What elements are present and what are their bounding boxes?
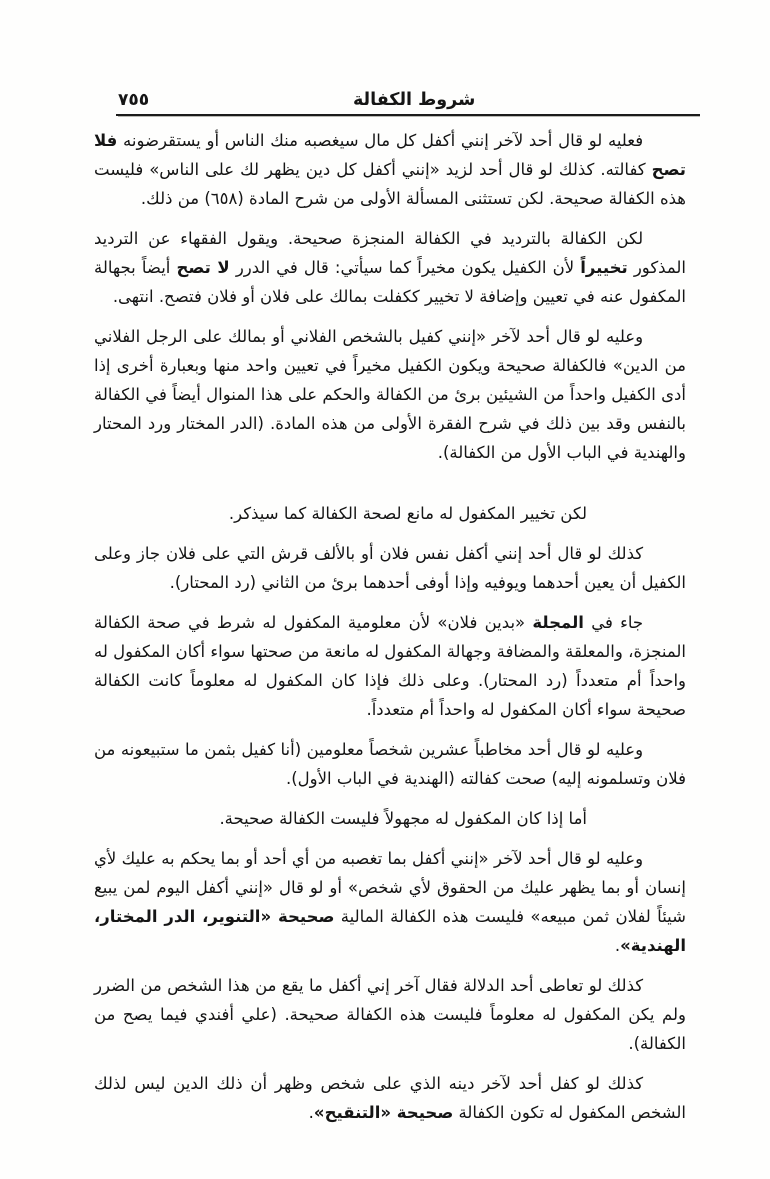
emphasis-text: تخييراً (580, 258, 628, 277)
paragraph (94, 804, 686, 833)
paragraph-text: كذلك لو قال أحد إنني أكفل نفس فلان أو بالألف قرش التي على فلان جاز وعلى الكفيل أن يعين أحدهما ويوفيه وإذا أوفى أحدهما برئ من الثاني (رد المحتار). (94, 544, 686, 592)
paragraph-text: لكن الكفالة بالترديد في الكفالة المنجزة صحيحة. ويقول الفقهاء عن الترديد المذكور (94, 229, 686, 277)
paragraph-text: . (308, 1103, 314, 1122)
paragraph (94, 844, 686, 960)
paragraph-text: فعليه لو قال أحد لآخر إنني أكفل كل مال سيغصبه منك الناس أو يستقرضونه (117, 131, 644, 150)
paragraph-text: لكن تخيير المكفول له مانع لصحة الكفالة كما سيذكر. (228, 504, 587, 523)
emphasis-text: فلا تصح (94, 131, 686, 179)
paragraph (94, 126, 686, 213)
paragraph-text: كذلك لو كفل أحد لآخر دينه الذي على شخص وظهر أن ذلك الدين ليس لذلك الشخص المكفول له تكون الكفالة (94, 1074, 686, 1122)
emphasis-text: صحيحة «التنوير، الدر المختار، الهندية» (94, 907, 686, 955)
paragraph (94, 224, 686, 311)
emphasis-text: لا تصح (176, 258, 230, 277)
paragraph (94, 499, 686, 528)
paragraph (94, 735, 686, 793)
paragraph-text: لأن الكفيل يكون مخيراً كما سيأتي: قال في الدرر (229, 258, 581, 277)
paragraph (94, 539, 686, 597)
paragraph (94, 1069, 686, 1127)
paragraph-text: كذلك لو تعاطى أحد الدلالة فقال آخر إني أكفل ما يقع من هذا الشخص من الضرر ولم يكن المكفول له معلوماً فليست هذه الكفالة صحيحة. (علي أفندي فيما يصح من الكفالة). (94, 976, 686, 1053)
paragraph-text: أيضاً بجهالة المكفول عنه في تعيين وإضافة لا تخيير ككفلت بمالك على فلان أو فلان فتصح. انتهى. (94, 258, 686, 306)
page-header (116, 88, 700, 116)
paragraph-text: وعليه لو قال أحد لآخر «إنني كفيل بالشخص الفلاني أو بمالك على الرجل الفلاني من الدين» فالكفالة صحيحة ويكون الكفيل مخيراً في تعيين واحد منها وبعبارة أخرى إذا أدى الكفيل واحداً من الشيئين برئ من الكفالة والحكم على هذا المنوال أيضاً في الكفالة بالنفس وقد بين ذلك في شرح الفقرة الأولى من هذه المادة. (الدر المختار ورد المحتار والهندية في الباب الأول من الكفالة). (94, 327, 686, 462)
paragraph-text: وعليه لو قال أحد مخاطباً عشرين شخصاً معلومين (أنا كفيل بثمن ما ستبيعونه من فلان وتسلمونه إليه) صحت كفالته (الهندية في الباب الأول). (94, 740, 686, 788)
paragraph-text: جاء في (583, 613, 644, 632)
paragraph-text: وعليه لو قال أحد لآخر «إنني أكفل بما تغصبه من أي أحد أو بما يحكم به عليك لأي إنسان أو بما يظهر عليك من الحقوق لأي شخص» أو لو قال «إنني أكفل اليوم لمن يبيع شيئاً لفلان ثمن مبيعه» فليست هذه الكفالة المالية (94, 849, 686, 926)
paragraph (94, 971, 686, 1058)
paragraph-text: «بدين فلان» لأن معلومية المكفول له شرط في صحة الكفالة المنجزة، والمعلقة والمضافة وجهالة المكفول له مانعة من صحتها سواء أكان المكفول له واحداً أم متعدداً (رد المحتار). وعلى ذلك فإذا كان المكفول له معلوماً كانت الكفالة صحيحة سواء أكان المكفول له واحداً أم متعدداً. (94, 613, 686, 719)
paragraph (94, 322, 686, 467)
page-title: شروط الكفالة (352, 90, 476, 110)
emphasis-text: المجلة (532, 613, 584, 632)
paragraph-text: كفالته. كذلك لو قال أحد لزيد «إنني أكفل كل دين يظهر لك على الناس» فليست هذه الكفالة صحيحة. لكن تستثنى المسألة الأولى من شرح المادة (٦٥٨) من ذلك. (94, 160, 686, 208)
page-body (94, 126, 686, 1138)
paragraph (94, 608, 686, 724)
paragraph-text: أما إذا كان المكفول له مجهولاً فليست الكفالة صحيحة. (219, 809, 587, 828)
paragraph-text: . (614, 936, 621, 955)
page-number: ٧٥٥ (118, 90, 150, 110)
emphasis-text: صحيحة «التنقيح» (313, 1103, 454, 1122)
